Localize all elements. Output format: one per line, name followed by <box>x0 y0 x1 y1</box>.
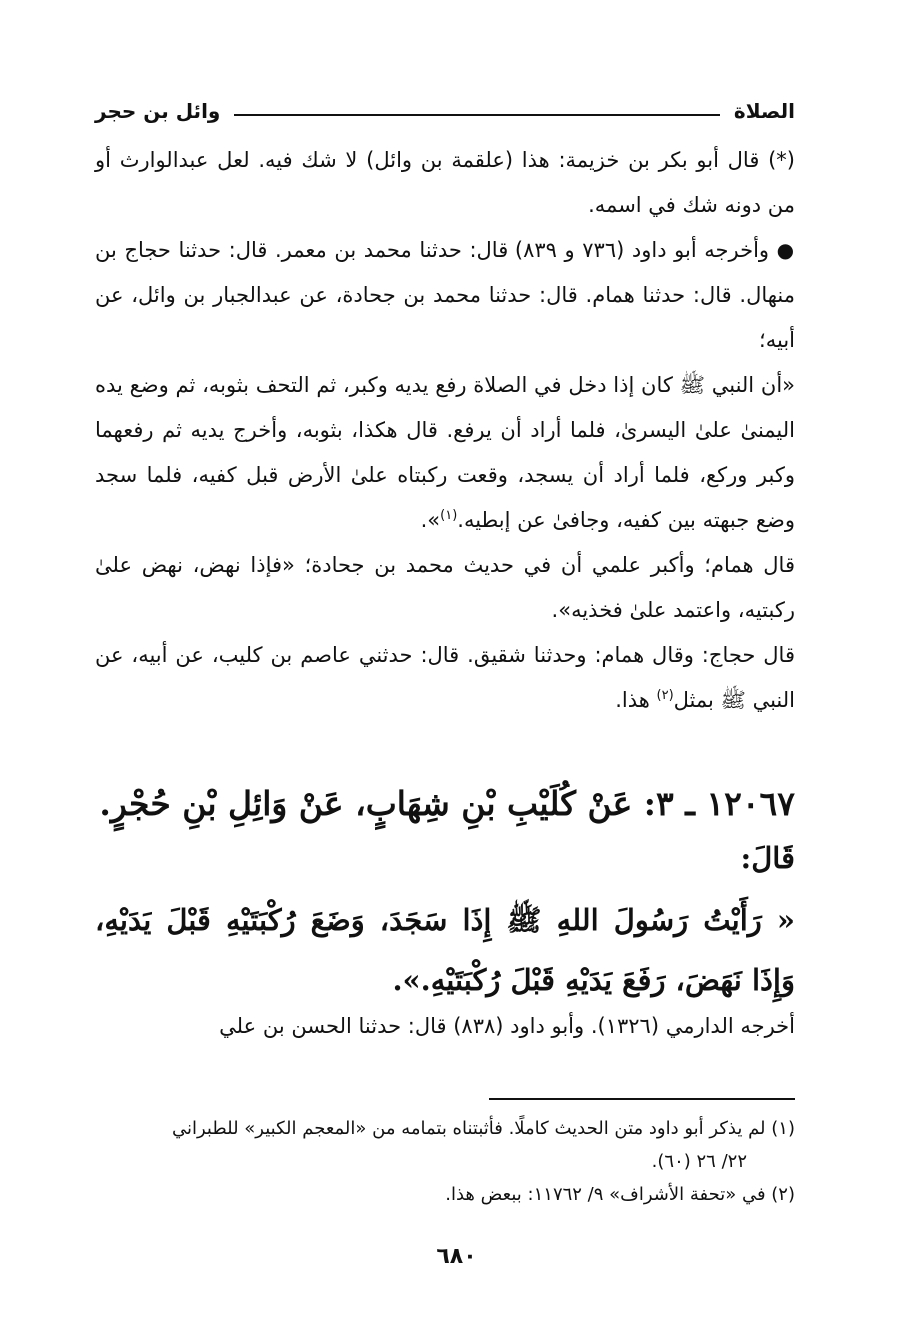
footnote-marker-1: (١) <box>440 508 458 523</box>
hadith-quote-end: ». <box>420 508 441 532</box>
commentary-text <box>95 138 795 723</box>
hadith-quote-text: «أن النبي ﷺ كان إذا دخل في الصلاة رفع يديه وكبر، ثم التحف بثوبه، ثم وضع يده اليمنىٰ علىٰ اليسرىٰ، فلما أراد أن يرفع. قال هكذا، بثوبه، وأخرج يديه ثم رفعهما وكبر وركع، فلما أراد أن يسجد، وقعت ركبتاه علىٰ الأرض قبل كفيه، فلما سجد وضع جبهته بين كفيه، وجافىٰ عن إبطيه. <box>95 373 795 532</box>
paragraph-abu-dawud-chain <box>95 228 795 363</box>
hadith-matn: « رَأَيْتُ رَسُولَ اللهِ ﷺ إِذَا سَجَدَ، وَضَعَ رُكْبَتَيْهِ قَبْلَ يَدَيْهِ، وَإِذَا نَهَضَ، رَفَعَ يَدَيْهِ قَبْلَ رُكْبَتَيْهِ.». <box>95 903 795 997</box>
header-rule <box>234 114 720 116</box>
paragraph-hammam-note: قال همام؛ وأكبر علمي أن في حديث محمد بن جحادة؛ «فإذا نهض، نهض علىٰ ركبتيه، واعتمد علىٰ فخذيه». <box>95 553 795 622</box>
hadith-entry <box>95 776 795 1010</box>
footnote-2: (٢) في «تحفة الأشراف» ٩/ ١١٧٦٢: ببعض هذا. <box>445 1184 795 1205</box>
paragraph-hadith-text <box>95 363 795 543</box>
hajjaj-note-text: قال حجاج: وقال همام: وحدثنا شقيق. قال: حدثني عاصم بن كليب، عن أبيه، عن النبي ﷺ بمثل <box>95 643 795 712</box>
takhrij-text: أخرجه الدارمي (١٣٢٦). وأبو داود (٨٣٨) قال: حدثنا الحسن بن علي <box>219 1014 795 1038</box>
hadith-number-and-chain: ١٢٠٦٧ ـ ٣: عَنْ كُلَيْبِ بْنِ شِهَابٍ، عَنْ وَائِلِ بْنِ حُجْرٍ. <box>99 784 795 823</box>
hajjaj-note-end: هذا. <box>615 688 657 712</box>
running-header <box>95 96 795 126</box>
footnote-1-continuation: ٢٢/ ٢٦ (٦٠). <box>651 1151 747 1172</box>
footnote-marker-2: (٢) <box>656 688 674 703</box>
paragraph-abu-dawud-chain-text: وأخرجه أبو داود (٧٣٦ و ٨٣٩) قال: حدثنا محمد بن معمر. قال: حدثنا حجاج بن منهال. قال: حدثنا همام. قال: حدثنا محمد بن جحادة، عن عبدالجبار بن وائل، عن أبيه؛ <box>95 238 795 352</box>
paragraph-khuzaymah-note: (*) قال أبو بكر بن خزيمة: هذا (علقمة بن وائل) لا شك فيه. لعل عبدالوارث أو من دونه شك في اسمه. <box>95 148 795 217</box>
paragraph-hajjaj-note <box>95 633 795 723</box>
header-section-title: الصلاة <box>733 99 795 123</box>
footnote-rule <box>489 1098 795 1100</box>
bullet-icon: ● <box>776 238 796 262</box>
page-number: ٦٨٠ <box>436 1244 477 1269</box>
footnote-1: (١) لم يذكر أبو داود متن الحديث كاملًا. فأثبتناه بتمامه من «المعجم الكبير» للطبراني <box>171 1118 795 1139</box>
hadith-qala: قَالَ: <box>740 841 795 875</box>
header-narrator: وائل بن حجر <box>95 99 221 123</box>
footnotes <box>95 1112 795 1211</box>
